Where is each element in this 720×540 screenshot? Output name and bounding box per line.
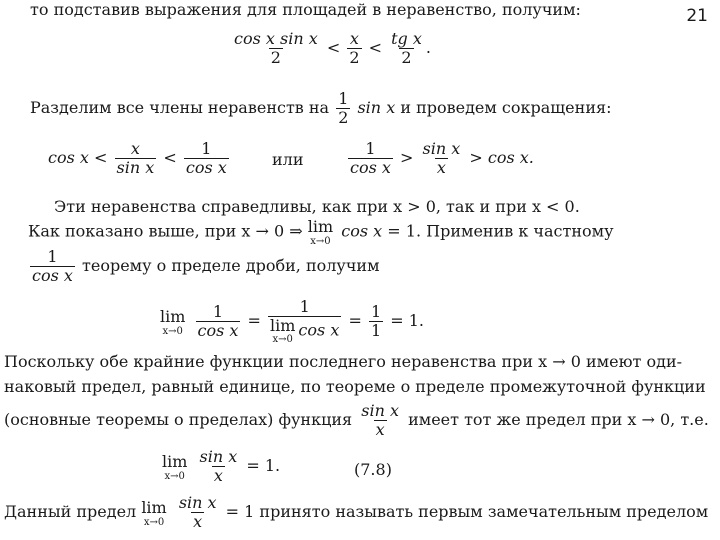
slide-number: 21 xyxy=(686,6,708,26)
formula-3: lim x→0 $\frac{1}{\text{cos x}}$ = 1 lim x→0 cos x = $\frac{1}{1}$ = 1. xyxy=(160,297,424,345)
formula-7-8: lim x→0 $\frac{\text{sin x}}{x}$ = 1. xyxy=(162,447,281,485)
last-line: Данный предел lim x→0 $\frac{\text{sin x}}{x}$ = 1 принято называть первым замечательным пределом xyxy=(4,493,709,531)
text-line-6: $\frac{1}{\text{cos x}}$ теорему о пределе дроби, получим xyxy=(32,247,380,285)
paragraph-line-2: наковый предел, равный единице, по теореме о пределе промежуточной функции xyxy=(4,377,706,396)
text-line-1: то подставив выражения для площадей в неравенство, получим: xyxy=(30,0,581,19)
formula-2-right: $\frac{1}{\text{cos x}}$ > $\frac{\text{sin x}}{x}$ > cos x. xyxy=(350,139,534,177)
text-line-5: Как показано выше, при x → 0 ⇒ lim x→0 cos x = 1. Применив к частному xyxy=(28,217,614,247)
paragraph-line-3: (основные теоремы о пределах) функция $\frac{\text{sin x}}{x}$ имеет тот же предел при x → 0, т.е. xyxy=(4,401,709,439)
text-line-2: Разделим все члены неравенств на $\frac{1}{2}$ sin x и проведем сокращения: xyxy=(30,89,612,127)
or-label: или xyxy=(272,150,304,169)
paragraph-line-1: Поскольку обе крайние функции последнего неравенства при x → 0 имеют оди- xyxy=(4,352,683,371)
equation-number: (7.8) xyxy=(354,460,392,479)
formula-1: $\frac{\text{cos x sin x}}{2}$ < $\frac{x}{2}$ < $\frac{\text{tg x}}{2}$ . xyxy=(234,29,431,67)
formula-2-left: cos x < $\frac{x}{\text{sin x}}$ < $\frac{1}{\text{cos x}}$ xyxy=(48,139,227,177)
text-line-4: Эти неравенства справедливы, как при x > 0, так и при x < 0. xyxy=(54,197,580,216)
